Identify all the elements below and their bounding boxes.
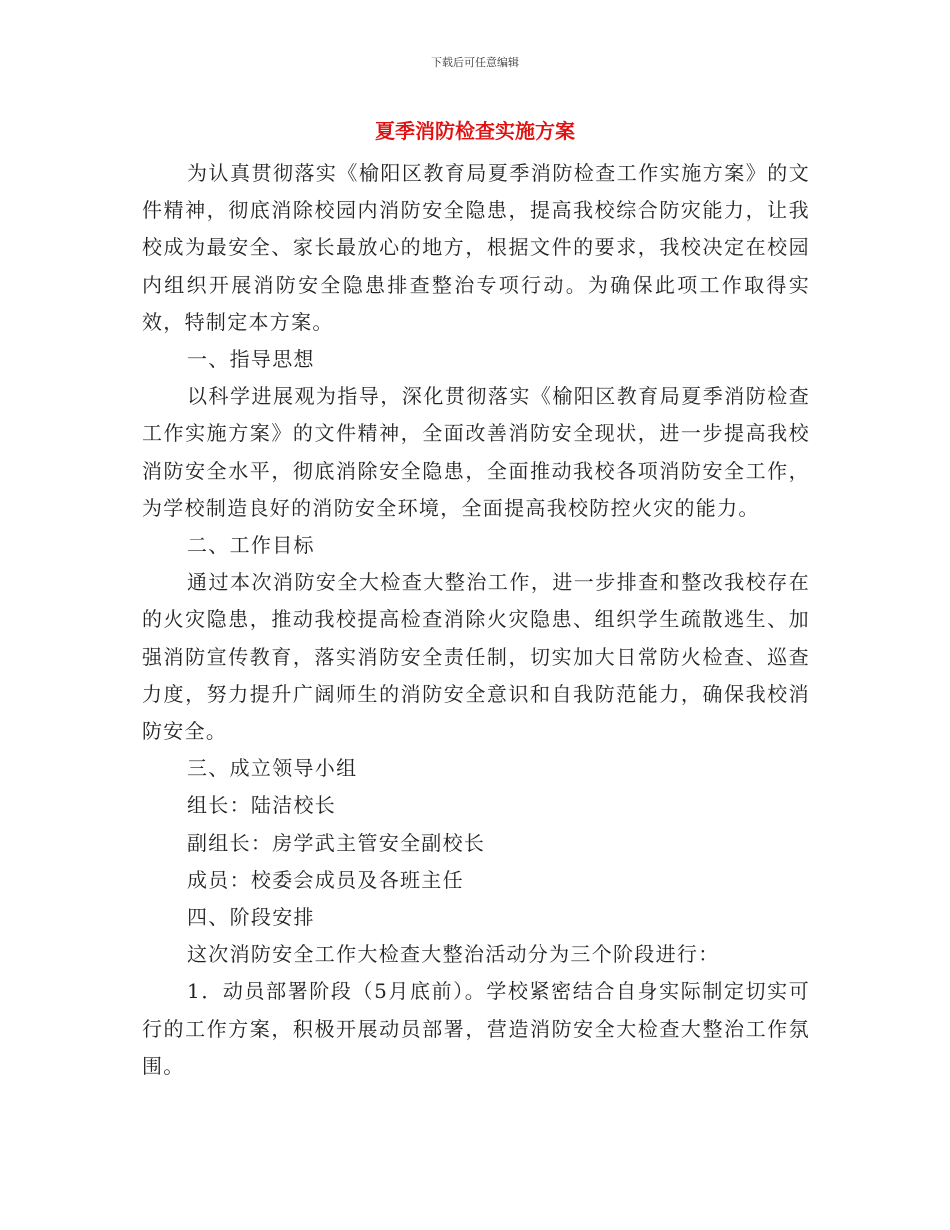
paragraph-work-goals: 通过本次消防安全大检查大整治工作，进一步排查和整改我校存在的火灾隐患，推动我校提高检查消除火灾隐患、组织学生疏散逃生、加强消防宣传教育，落实消防安全责任制，切实加大日常防火检查、巡查力度，努力提升广阔师生的消防安全意识和自我防范能力，确保我校消防安全。 <box>142 570 810 744</box>
paragraph-intro: 为认真贯彻落实《榆阳区教育局夏季消防检查工作实施方案》的文件精神，彻底消除校园内消防安全隐患，提高我校综合防灾能力，让我校成为最安全、家长最放心的地方，根据文件的要求，我校决定在校园内组织开展消防安全隐患排查整治专项行动。为确保此项工作取得实效，特制定本方案。 <box>142 161 810 334</box>
document-body <box>142 155 810 1085</box>
members-line: 成员：校委会成员及各班主任 <box>187 867 464 892</box>
paragraph-stage-one: 1．动员部署阶段（5月底前）。学校紧密结合自身实际制定切实可行的工作方案，积极开展动员部署，营造消防安全大检查大整治工作氛围。 <box>142 979 810 1078</box>
paragraph-guiding-ideology: 以科学进展观为指导，深化贯彻落实《榆阳区教育局夏季消防检查工作实施方案》的文件精神，全面改善消防安全现状，进一步提高我校消防安全水平，彻底消除安全隐患，全面推动我校各项消防安全工作，为学校制造良好的消防安全环境，全面提高我校防控火灾的能力。 <box>142 384 810 520</box>
section-heading-stage-arrangement: 四、阶段安排 <box>187 905 315 930</box>
section-heading-leadership-group: 三、成立领导小组 <box>187 756 358 781</box>
section-heading-work-goals: 二、工作目标 <box>187 533 315 558</box>
leader-line: 组长：陆洁校长 <box>187 793 337 818</box>
header-note: 下载后可任意编辑 <box>431 56 519 69</box>
section-heading-guiding-ideology: 一、指导思想 <box>187 347 315 372</box>
document-title: 夏季消防检查实施方案 <box>375 119 575 143</box>
deputy-leader-line: 副组长：房学武主管安全副校长 <box>187 830 486 855</box>
paragraph-stage-intro: 这次消防安全工作大检查大整治活动分为三个阶段进行： <box>187 942 720 967</box>
